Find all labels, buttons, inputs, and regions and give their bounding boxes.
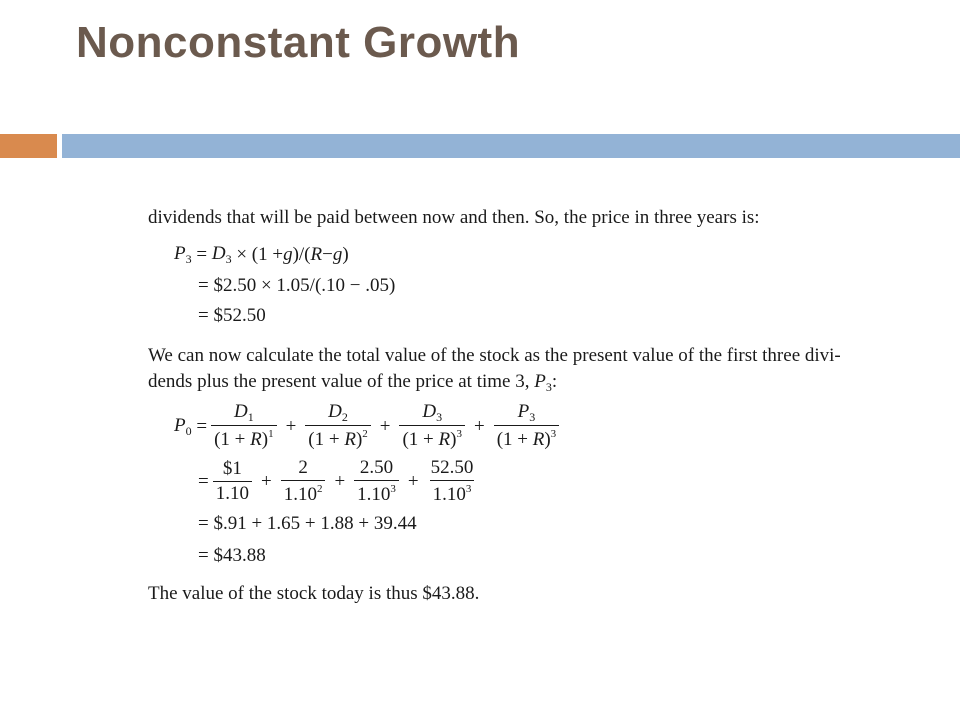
eq2-line4: = $43.88 [198,545,266,566]
accent-bar-orange [0,134,57,158]
middle-paragraph-line2: dends plus the present value of the price at time 3, $P_3$: [148,371,558,394]
fraction-d2: $\frac{D_2}{(1 + R)^2}$ [305,402,370,451]
fraction-numeric-2: $\frac{2}{1.10^2}$ [281,458,326,506]
fraction-numeric-4: $\frac{52.50}{1.10^3}$ [430,457,474,505]
fraction-d3: $\frac{D_3}{(1 + R)^3}$ [399,402,464,451]
fraction-p3: $\frac{P_3}{(1 + R)^3}$ [494,402,559,451]
conclusion-paragraph: The value of the stock today is thus $43.88. [148,583,480,604]
intro-paragraph: dividends that will be paid between now and then. So, the price in three years is: [148,207,760,228]
fraction-numeric-1: $\frac{\$1}{1.10}$ [213,459,252,505]
middle-paragraph-line1: We can now calculate the total value of the stock as the present value of the first three divi- [148,345,841,366]
eq2-line3: = $.91 + 1.65 + 1.88 + 39.44 [198,513,417,534]
fraction-numeric-3: $\frac{2.50}{1.10^3}$ [354,458,399,506]
eq1-line1: $P_3$ = $D_3$ × (1 + g )/( R − g ) [174,243,349,266]
slide-title: Nonconstant Growth [76,18,521,67]
fraction-d1: $\frac{D_1}{(1 + R)^1}$ [211,402,276,451]
eq2-line2: = $\frac{\$1}{1.10}$ + $\frac{2}{1.10^2}$ + $\frac{2.50}{1.10^3}$ + $\frac{52.50}{1.10^3}$ [198,458,480,506]
accent-bar-blue [62,134,960,158]
eq1-line2: = $2.50 × 1.05/(.10 − .05) [198,275,396,296]
eq2-line1: $P_0$ = $\frac{D_1}{(1 + R)^1}$ + $\frac{D_2}{(1 + R)^2}$ + $\frac{D_3}{(1 + R)^3}$ + $\frac{P_3}{(1 + R)^3}$ [174,402,563,451]
eq1-line3: = $52.50 [198,305,266,326]
